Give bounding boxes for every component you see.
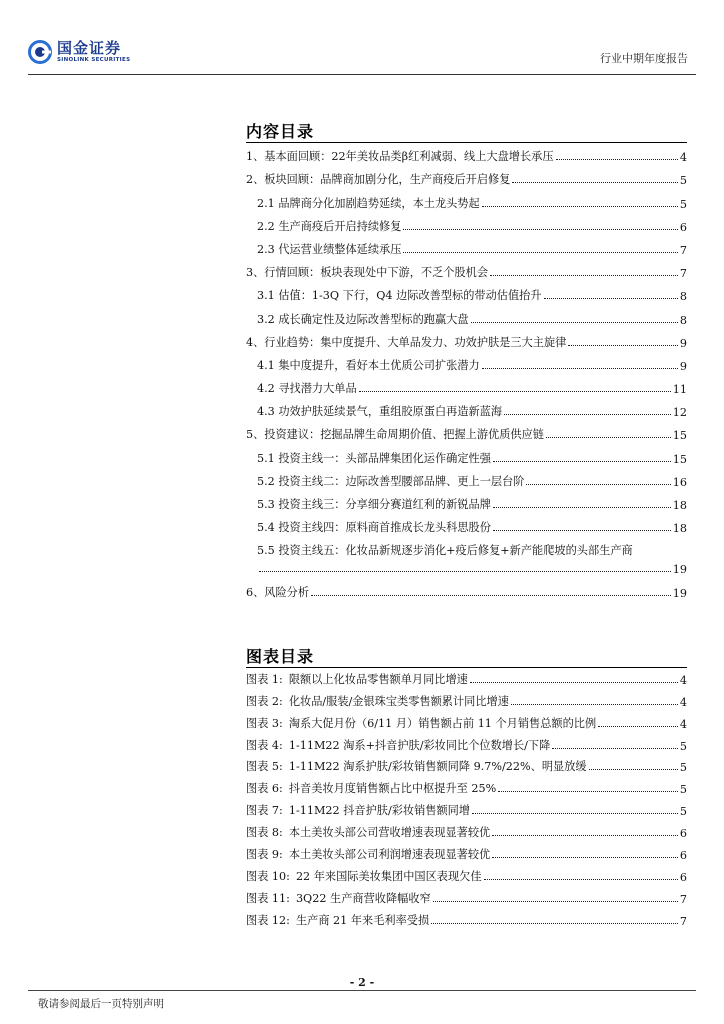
figure-page: 7 [679, 892, 687, 906]
toc-leader [359, 391, 671, 392]
toc-entry-text: 5.3 投资主线三：分享细分赛道红利的新锐品牌 [257, 498, 491, 511]
toc-entry-text: 5.1 投资主线一：头部品牌集团化运作确定性强 [257, 451, 491, 465]
figure-entry[interactable] [246, 818, 687, 840]
figure-label: 图表 7: [246, 804, 283, 818]
toc-entry-wrapped-continuation[interactable] [246, 558, 687, 576]
figure-label: 图表 12: [246, 913, 290, 927]
toc-leader [511, 704, 678, 705]
figure-text: 淘系大促月份（6/11 月）销售额占前 11 个月销售总额的比例 [288, 716, 597, 730]
toc-entry[interactable] [246, 257, 687, 280]
toc-entry[interactable] [246, 327, 687, 350]
toc-leader [598, 726, 678, 727]
toc-entry-text: 2、板块回顾：品牌商加剧分化，生产商疫后开启修复 [246, 173, 511, 187]
figure-page: 6 [679, 849, 687, 863]
toc-entry-text: 2.2 生产商疫后开启持续修复 [257, 219, 402, 233]
toc-entry-page: 8 [679, 290, 687, 304]
toc-leader [433, 901, 678, 902]
toc-leader [403, 229, 677, 230]
toc-title: 内容目录 [246, 122, 315, 141]
toc-entry-page: 19 [672, 586, 687, 600]
figure-entry[interactable] [246, 774, 687, 796]
figure-label: 图表 11: [246, 891, 290, 905]
toc-entry-text: 1、基本面回顾：22年美妆品类β红利减弱、线上大盘增长承压 [246, 150, 554, 164]
figure-text: 限额以上化妆品零售额单月同比增速 [288, 672, 468, 686]
figure-entry[interactable] [246, 731, 687, 753]
figure-entry[interactable] [246, 906, 687, 928]
toc-entry-text: 4、行业趋势：集中度提升、大单品发力、功效护肤是三大主旋律 [246, 335, 567, 349]
toc-entry[interactable] [246, 576, 687, 599]
toc-entry-page: 7 [679, 267, 687, 281]
toc-leader [482, 368, 678, 369]
toc-leader [431, 923, 678, 924]
toc-leader [484, 879, 678, 880]
toc-leader [504, 414, 671, 415]
toc-list [246, 141, 687, 600]
figure-text: 3Q22 生产商营收降幅收窄 [295, 891, 431, 905]
figure-entry[interactable] [246, 687, 687, 709]
brand-en: SINOLINK SECURITIES [57, 56, 131, 63]
logo-text [57, 38, 131, 64]
toc-entry-text: 3、行情回顾：板块表现处中下游，不乏个股机会 [246, 266, 489, 280]
brand-cn: 国金证券 [57, 38, 122, 57]
toc-entry[interactable] [246, 419, 687, 442]
toc-leader [552, 748, 678, 749]
figure-entry[interactable] [246, 753, 687, 775]
toc-entry-wrapped[interactable] [246, 535, 687, 558]
figure-entry[interactable] [246, 862, 687, 884]
figure-page: 5 [679, 761, 687, 775]
figure-entry[interactable] [246, 796, 687, 818]
toc-entry-text: 4.2 寻找潜力大单品 [257, 382, 357, 396]
toc-entry-page: 15 [672, 452, 687, 466]
figure-text: 1-11M22 抖音护肤/彩妆销售额同增 [288, 804, 471, 818]
figure-label: 图表 3: [246, 716, 283, 730]
toc-entry[interactable] [246, 211, 687, 234]
toc-entry-page: 5 [679, 197, 687, 211]
figure-page: 4 [679, 717, 687, 731]
toc-entry[interactable] [246, 303, 687, 326]
figure-page: 5 [679, 783, 687, 797]
page-header [0, 0, 724, 80]
toc-leader [470, 682, 678, 683]
toc-entry-text: 5.5 投资主线五：化妆品新规逐步消化+疫后修复+新产能爬坡的头部生产商 [257, 544, 633, 558]
toc-entry[interactable] [246, 350, 687, 373]
toc-leader [493, 507, 671, 508]
toc-entry-page: 18 [672, 522, 687, 536]
toc-entry[interactable] [246, 141, 687, 164]
header-divider [28, 74, 696, 75]
toc-entry-text: 4.3 功效护肤延续景气，重组胶原蛋白再造新蓝海 [257, 405, 503, 419]
toc-entry[interactable] [246, 396, 687, 419]
figure-text: 抖音美妆月度销售额占比中枢提升至 25% [288, 782, 497, 796]
figure-entry[interactable] [246, 840, 687, 862]
toc-entry-text: 5.2 投资主线二：边际改善型腰部品牌、更上一层台阶 [257, 474, 525, 488]
figure-text: 22 年来国际美妆集团中国区表现欠佳 [295, 869, 482, 883]
figures-title: 图表目录 [246, 647, 315, 666]
toc-leader [471, 322, 678, 323]
figure-text: 1-11M22 淘系+抖音护肤/彩妆同比个位数增长/下降 [288, 738, 551, 752]
footer-divider [28, 990, 696, 991]
toc-entry-text: 6、风险分析 [246, 585, 310, 599]
toc-leader [403, 252, 677, 253]
figure-page: 4 [679, 673, 687, 687]
toc-leader [311, 595, 671, 596]
toc-entry-page: 5 [679, 174, 687, 188]
toc-leader [490, 275, 678, 276]
toc-entry[interactable] [246, 187, 687, 210]
toc-leader [589, 769, 678, 770]
toc-leader [492, 835, 678, 836]
sinolink-logo-icon [28, 40, 52, 64]
footer-disclaimer: 敬请参阅最后一页特别声明 [38, 998, 164, 1010]
toc-entry[interactable] [246, 442, 687, 465]
figure-page: 5 [679, 739, 687, 753]
toc-entry-text: 5、投资建议：挖掘品牌生命周期价值、把握上游优质供应链 [246, 428, 544, 442]
sinolink-logo [28, 40, 130, 64]
toc-entry[interactable] [246, 164, 687, 187]
toc-entry[interactable] [246, 466, 687, 489]
figure-label: 图表 1: [246, 672, 283, 686]
figure-text: 本土美妆头部公司营收增速表现显著较优 [288, 826, 491, 840]
toc-leader [526, 484, 670, 485]
figure-label: 图表 6: [246, 782, 283, 796]
toc-entry[interactable] [246, 512, 687, 535]
figure-page: 6 [679, 827, 687, 841]
toc-leader [493, 530, 671, 531]
toc-entry-page: 19 [672, 563, 687, 577]
toc-leader [498, 791, 678, 792]
toc-entry[interactable] [246, 280, 687, 303]
toc-entry-page: 18 [672, 499, 687, 512]
toc-leader [544, 298, 678, 299]
toc-leader [259, 571, 671, 572]
figure-label: 图表 2: [246, 694, 283, 708]
figure-entry[interactable] [246, 709, 687, 731]
figure-text: 生产商 21 年来毛利率受损 [295, 913, 430, 927]
toc-entry-page: 7 [679, 243, 687, 257]
figure-text: 1-11M22 淘系护肤/彩妆销售额同降 9.7%/22%、明显放缓 [288, 760, 587, 774]
figure-list [246, 665, 687, 928]
figure-page: 7 [679, 914, 687, 928]
figure-text: 化妆品/服装/金银珠宝类零售额累计同比增速 [288, 694, 509, 708]
toc-leader [492, 857, 678, 858]
figure-label: 图表 4: [246, 738, 283, 752]
toc-entry-text: 4.1 集中度提升，看好本土优质公司扩张潜力 [257, 358, 480, 372]
figure-page: 6 [679, 870, 687, 884]
toc-entry-page: 16 [672, 475, 687, 489]
toc-entry-text: 2.1 品牌商分化加剧趋势延续，本土龙头势起 [257, 196, 480, 210]
figure-entry[interactable] [246, 665, 687, 687]
toc-entry-page: 4 [679, 151, 687, 165]
toc-entry-page: 9 [679, 359, 687, 373]
toc-entry-page: 12 [672, 406, 687, 420]
figure-label: 图表 5: [246, 760, 283, 774]
toc-leader [472, 813, 678, 814]
toc-entry-text: 3.2 成长确定性及边际改善型标的跑赢大盘 [257, 312, 469, 326]
toc-leader [546, 437, 671, 438]
toc-entry[interactable] [246, 489, 687, 512]
toc-entry-text: 3.1 估值：1-3Q 下行，Q4 边际改善型标的带动估值抬升 [257, 289, 542, 303]
toc-leader [493, 461, 671, 462]
toc-entry[interactable] [246, 373, 687, 396]
report-type: 行业中期年度报告 [600, 52, 688, 65]
toc-leader [556, 159, 678, 160]
toc-entry-page: 9 [679, 336, 687, 350]
toc-entry-page: 8 [679, 313, 687, 327]
toc-entry-text: 2.3 代运营业绩整体延续承压 [257, 242, 402, 256]
toc-leader [512, 182, 677, 183]
page-number: - 2 - [349, 976, 375, 989]
toc-entry-page: 11 [672, 383, 687, 397]
figure-page: 5 [679, 805, 687, 819]
figure-label: 图表 10: [246, 869, 290, 883]
figure-label: 图表 8: [246, 826, 283, 840]
figure-text: 本土美妆头部公司利润增速表现显著较优 [288, 848, 491, 862]
toc-leader [568, 345, 678, 346]
toc-entry-page: 15 [672, 429, 687, 443]
toc-entry-page: 6 [679, 220, 687, 234]
figure-page: 4 [679, 695, 687, 709]
toc-leader [482, 206, 678, 207]
toc-entry-text: 5.4 投资主线四：原料商首推成长龙头科思股份 [257, 521, 491, 535]
toc-entry[interactable] [246, 234, 687, 257]
figure-entry[interactable] [246, 884, 687, 906]
figure-label: 图表 9: [246, 848, 283, 862]
